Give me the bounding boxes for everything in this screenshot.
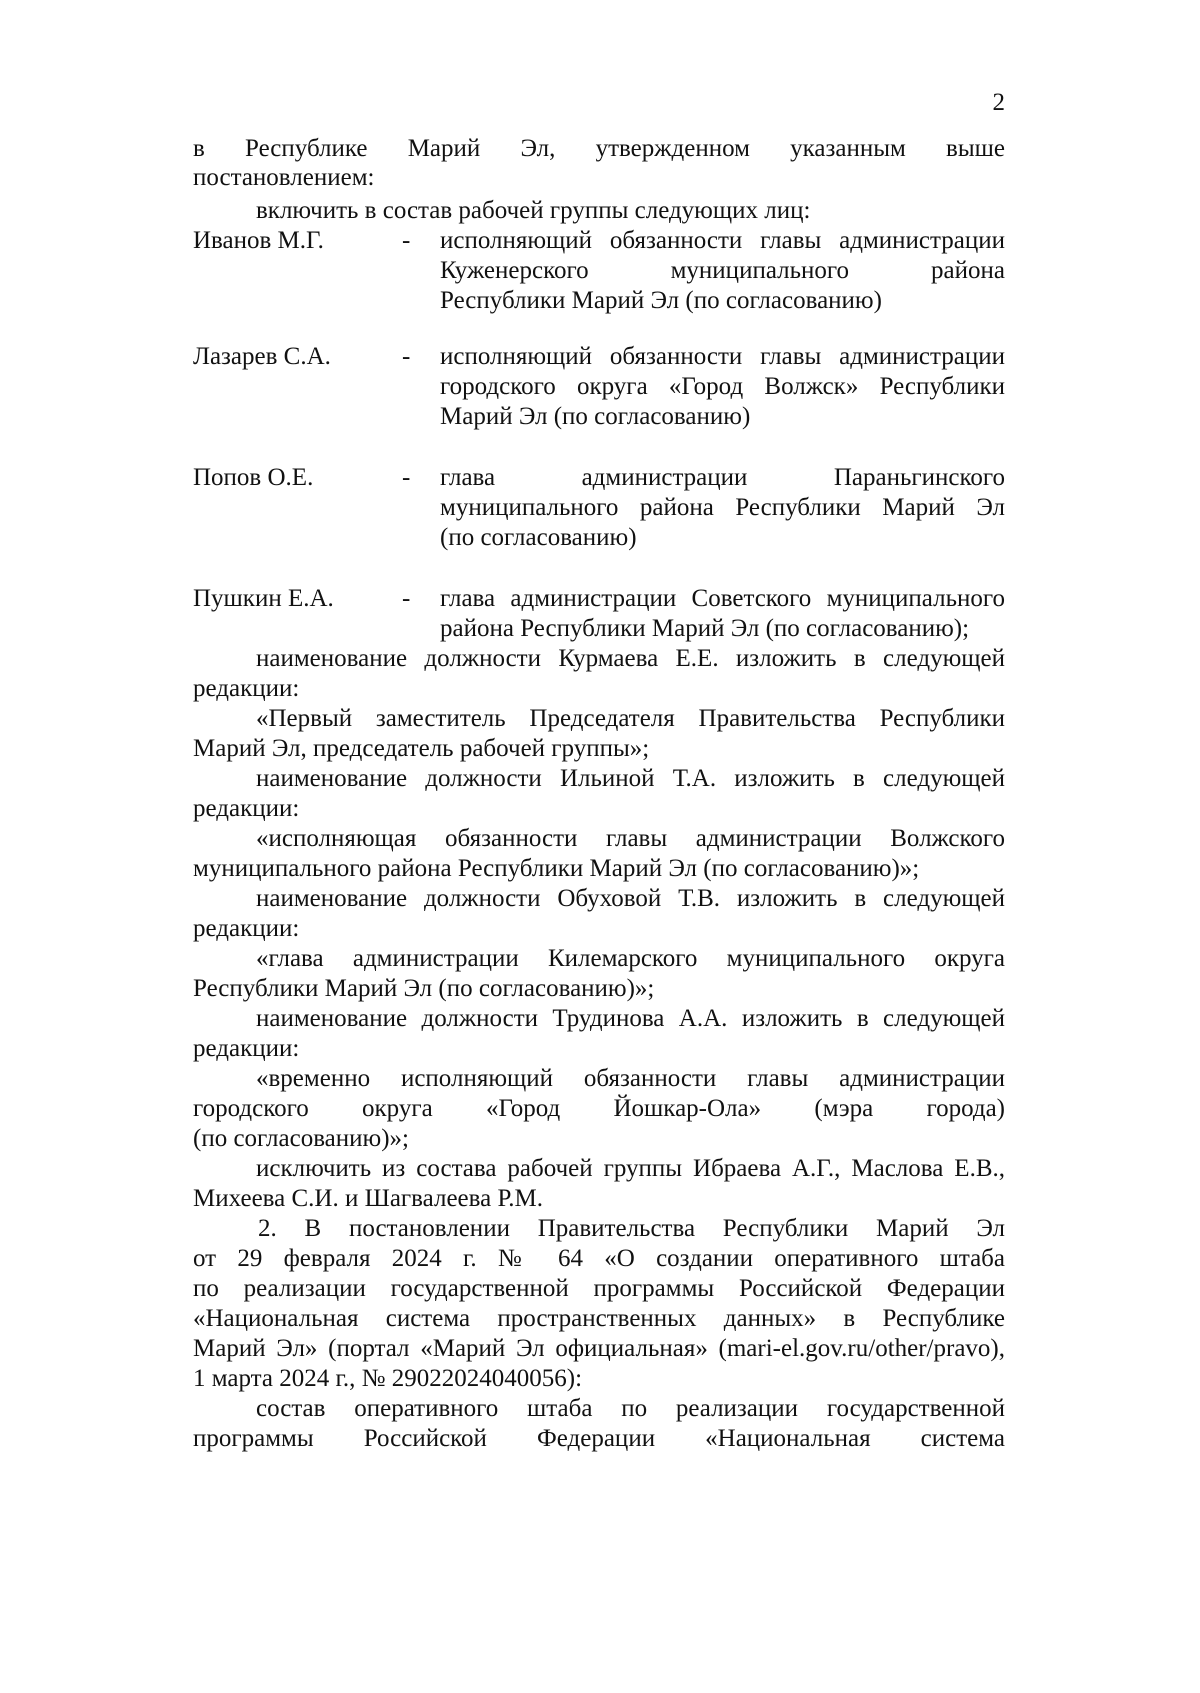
member-position-line: Куженерского муниципального района	[440, 257, 1005, 284]
member-name: Иванов М.Г.	[193, 227, 324, 254]
paragraph-line: «Первый заместитель Председателя Правительства Республики	[256, 705, 1005, 732]
page-number: 2	[992, 89, 1005, 116]
paragraph-line: наименование должности Трудинова А.А. изложить в следующей	[256, 1005, 1005, 1032]
member-position-line: Марий Эл (по согласованию)	[440, 403, 751, 430]
paragraph-line: редакции:	[193, 675, 300, 702]
member-position-line: глава администрации Советского муниципального	[440, 585, 1005, 612]
member-dash: -	[402, 227, 411, 254]
paragraph-line: включить в состав рабочей группы следующих лиц:	[256, 197, 811, 224]
paragraph-line: 1 марта 2024 г., № 29022024040056):	[193, 1365, 583, 1392]
member-position-line: района Республики Марий Эл (по согласованию);	[440, 615, 970, 642]
member-dash: -	[402, 343, 411, 370]
member-name: Лазарев С.А.	[193, 343, 331, 370]
member-position-line: исполняющий обязанности главы администрации	[440, 343, 1005, 370]
paragraph-line: от 29 февраля 2024 г. № 64 «О создании оперативного штаба	[193, 1245, 1005, 1272]
paragraph-line: программы Российской Федерации «Национальная система	[193, 1425, 1005, 1452]
paragraph-line: в Республике Марий Эл, утвержденном указанным выше	[193, 135, 1005, 162]
paragraph-line: наименование должности Обуховой Т.В. изложить в следующей	[256, 885, 1005, 912]
paragraph-line: постановлением:	[193, 164, 375, 191]
member-name: Попов О.Е.	[193, 464, 314, 491]
member-position-line: Республики Марий Эл (по согласованию)	[440, 287, 882, 314]
paragraph-line: «временно исполняющий обязанности главы администрации	[256, 1065, 1005, 1092]
paragraph-line: «глава администрации Килемарского муниципального округа	[256, 945, 1005, 972]
member-position-line: глава администрации Параньгинского	[440, 464, 1005, 491]
member-position-line: муниципального района Республики Марий Эл	[440, 494, 1005, 521]
paragraph-line: по реализации государственной программы Российской Федерации	[193, 1275, 1005, 1302]
paragraph-line: редакции:	[193, 795, 300, 822]
member-dash: -	[402, 464, 411, 491]
paragraph-line: Марий Эл, председатель рабочей группы»;	[193, 735, 650, 762]
paragraph-line: муниципального района Республики Марий Эл (по согласованию)»;	[193, 855, 920, 882]
paragraph-line: редакции:	[193, 915, 300, 942]
paragraph-line: городского округа «Город Йошкар-Ола» (мэра города)	[193, 1095, 1005, 1122]
member-name: Пушкин Е.А.	[193, 585, 334, 612]
paragraph-line: 2. В постановлении Правительства Республики Марий Эл	[258, 1215, 1005, 1242]
paragraph-line: наименование должности Ильиной Т.А. изложить в следующей	[256, 765, 1005, 792]
paragraph-line: Республики Марий Эл (по согласованию)»;	[193, 975, 655, 1002]
member-position-line: исполняющий обязанности главы администрации	[440, 227, 1005, 254]
paragraph-line: (по согласованию)»;	[193, 1125, 409, 1152]
paragraph-line: «исполняющая обязанности главы администрации Волжского	[256, 825, 1005, 852]
paragraph-line: редакции:	[193, 1035, 300, 1062]
paragraph-line: Марий Эл» (портал «Марий Эл официальная» (mari-el.gov.ru/other/pravo),	[193, 1335, 1005, 1362]
member-position-line: (по согласованию)	[440, 524, 637, 551]
member-position-line: городского округа «Город Волжск» Республики	[440, 373, 1005, 400]
paragraph-line: исключить из состава рабочей группы Ибраева А.Г., Маслова Е.В.,	[256, 1155, 1005, 1182]
paragraph-line: состав оперативного штаба по реализации государственной	[256, 1395, 1005, 1422]
paragraph-line: наименование должности Курмаева Е.Е. изложить в следующей	[256, 645, 1005, 672]
member-dash: -	[402, 585, 411, 612]
paragraph-line: Михеева С.И. и Шагвалеева Р.М.	[193, 1185, 543, 1212]
paragraph-line: «Национальная система пространственных данных» в Республике	[193, 1305, 1005, 1332]
